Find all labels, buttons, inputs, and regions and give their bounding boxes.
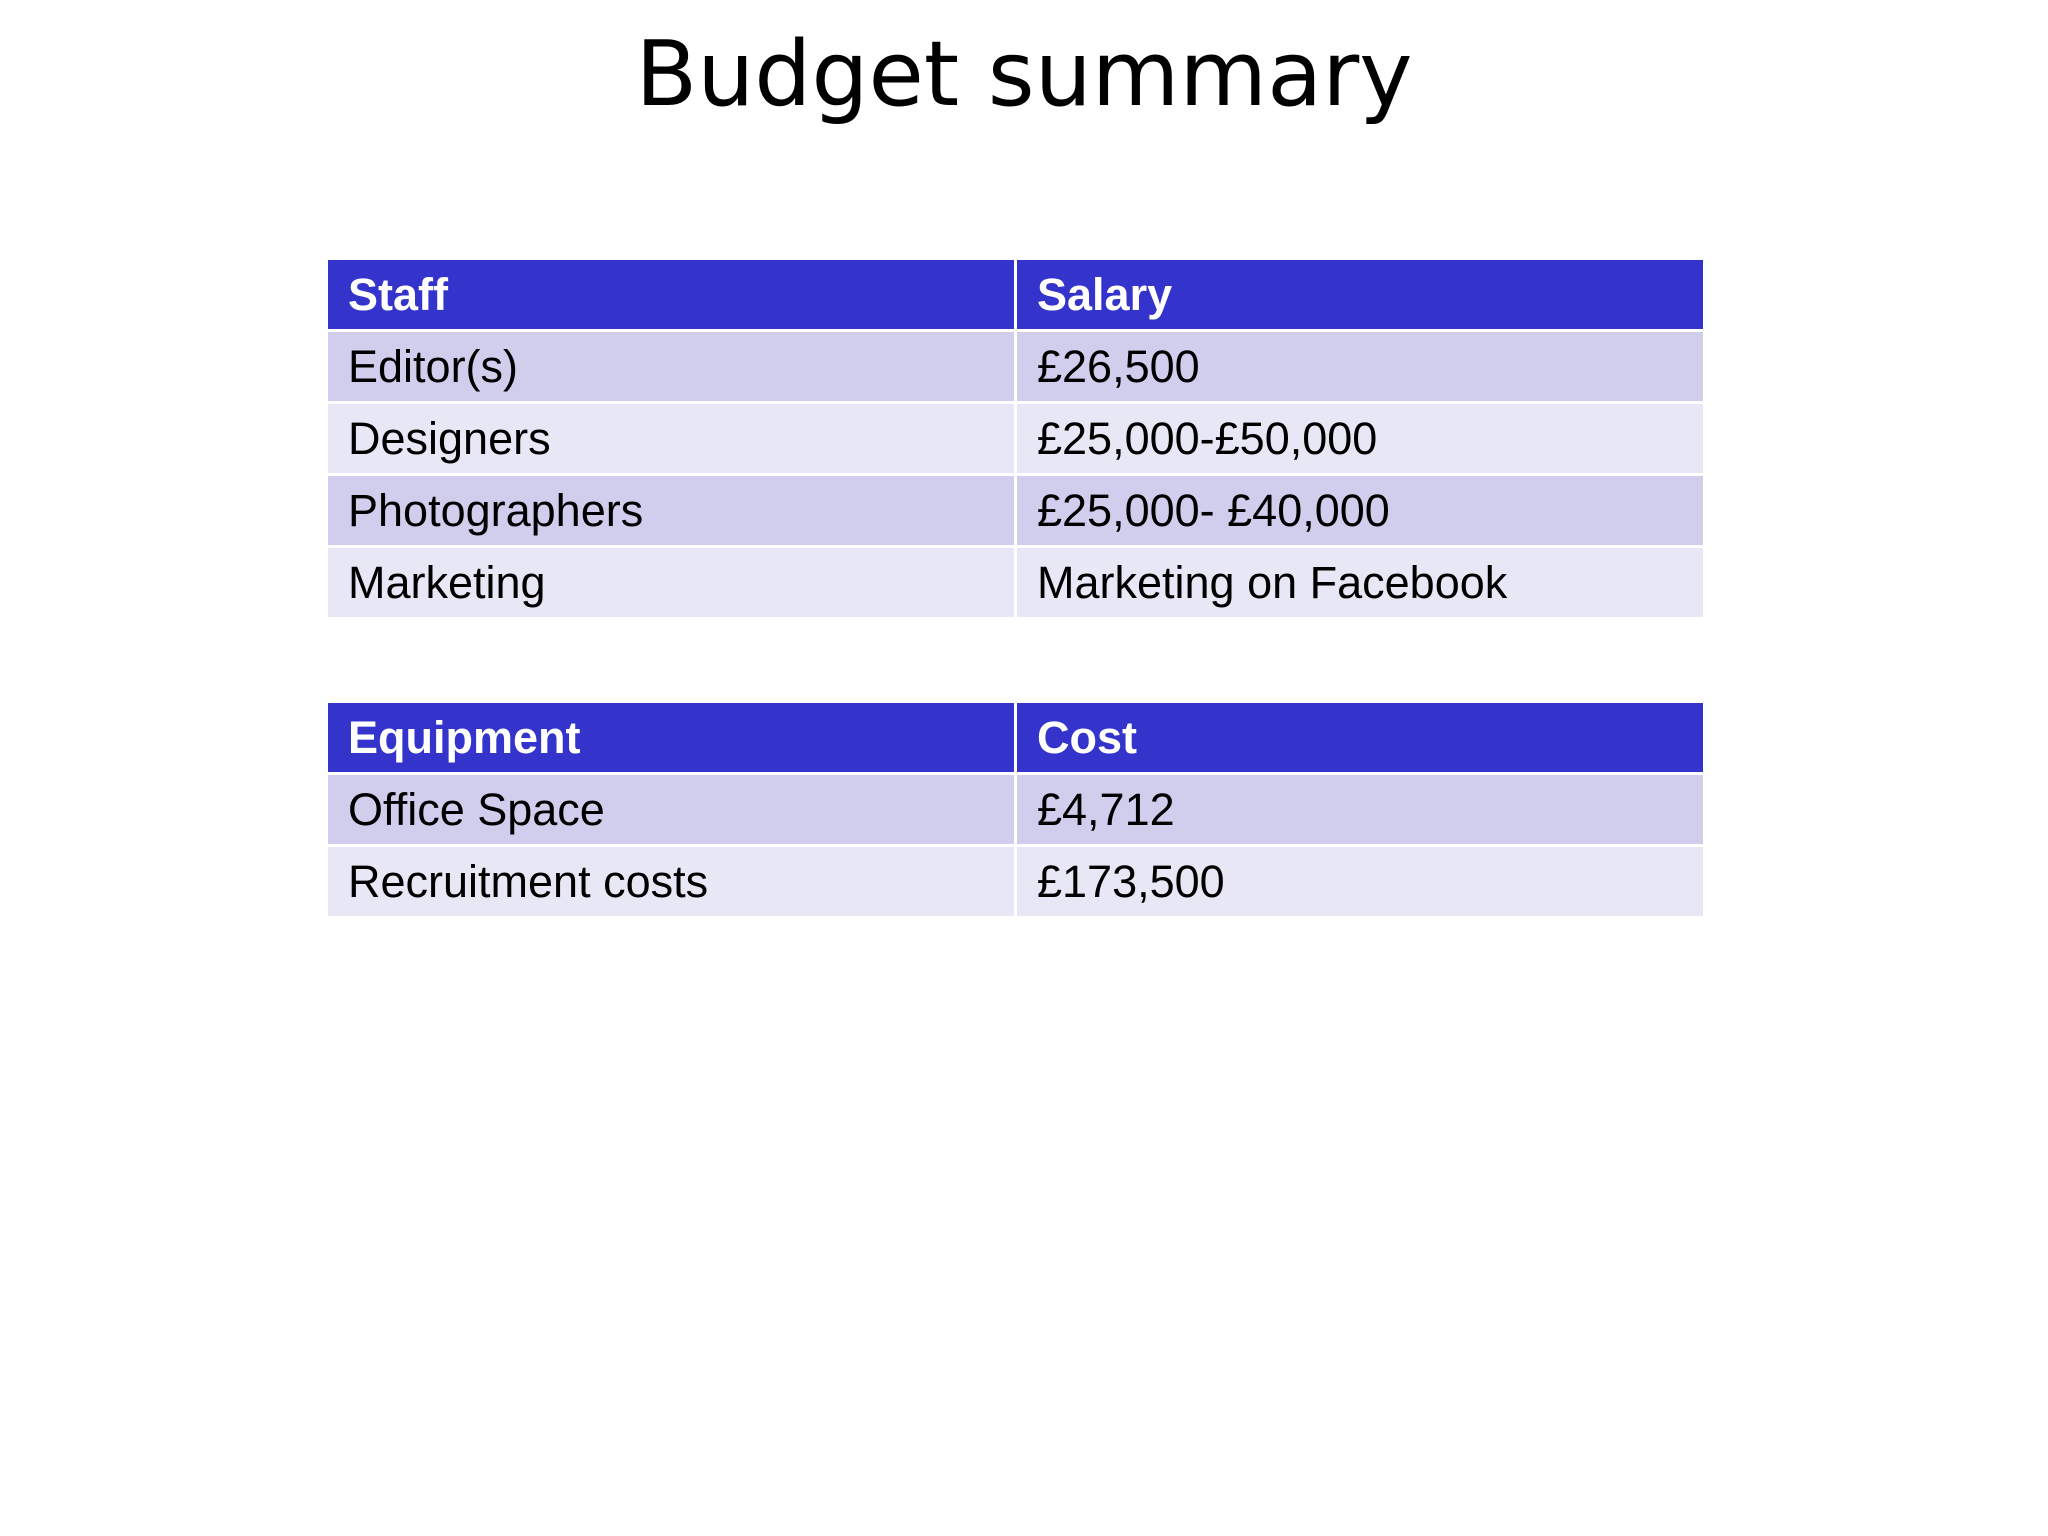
salary-cell: £25,000- £40,000 xyxy=(1016,475,1705,547)
table-row xyxy=(327,846,1705,918)
staff-salary-table xyxy=(325,257,1706,620)
slide-title: Budget summary xyxy=(635,22,1413,127)
equipment-cost-table xyxy=(325,700,1706,919)
table-header-row xyxy=(327,259,1705,331)
column-header-equipment: Equipment xyxy=(327,702,1016,774)
cost-cell: £4,712 xyxy=(1016,774,1705,846)
staff-cell: Editor(s) xyxy=(327,331,1016,403)
salary-cell: Marketing on Facebook xyxy=(1016,547,1705,619)
salary-cell: £26,500 xyxy=(1016,331,1705,403)
table-row xyxy=(327,547,1705,619)
equipment-cell: Recruitment costs xyxy=(327,846,1016,918)
equipment-cell: Office Space xyxy=(327,774,1016,846)
staff-cell: Designers xyxy=(327,403,1016,475)
table-row xyxy=(327,331,1705,403)
cost-cell: £173,500 xyxy=(1016,846,1705,918)
staff-cell: Photographers xyxy=(327,475,1016,547)
table-row xyxy=(327,774,1705,846)
column-header-staff: Staff xyxy=(327,259,1016,331)
table-header-row xyxy=(327,702,1705,774)
staff-cell: Marketing xyxy=(327,547,1016,619)
salary-cell: £25,000-£50,000 xyxy=(1016,403,1705,475)
column-header-cost: Cost xyxy=(1016,702,1705,774)
table-row xyxy=(327,475,1705,547)
table-row xyxy=(327,403,1705,475)
column-header-salary: Salary xyxy=(1016,259,1705,331)
